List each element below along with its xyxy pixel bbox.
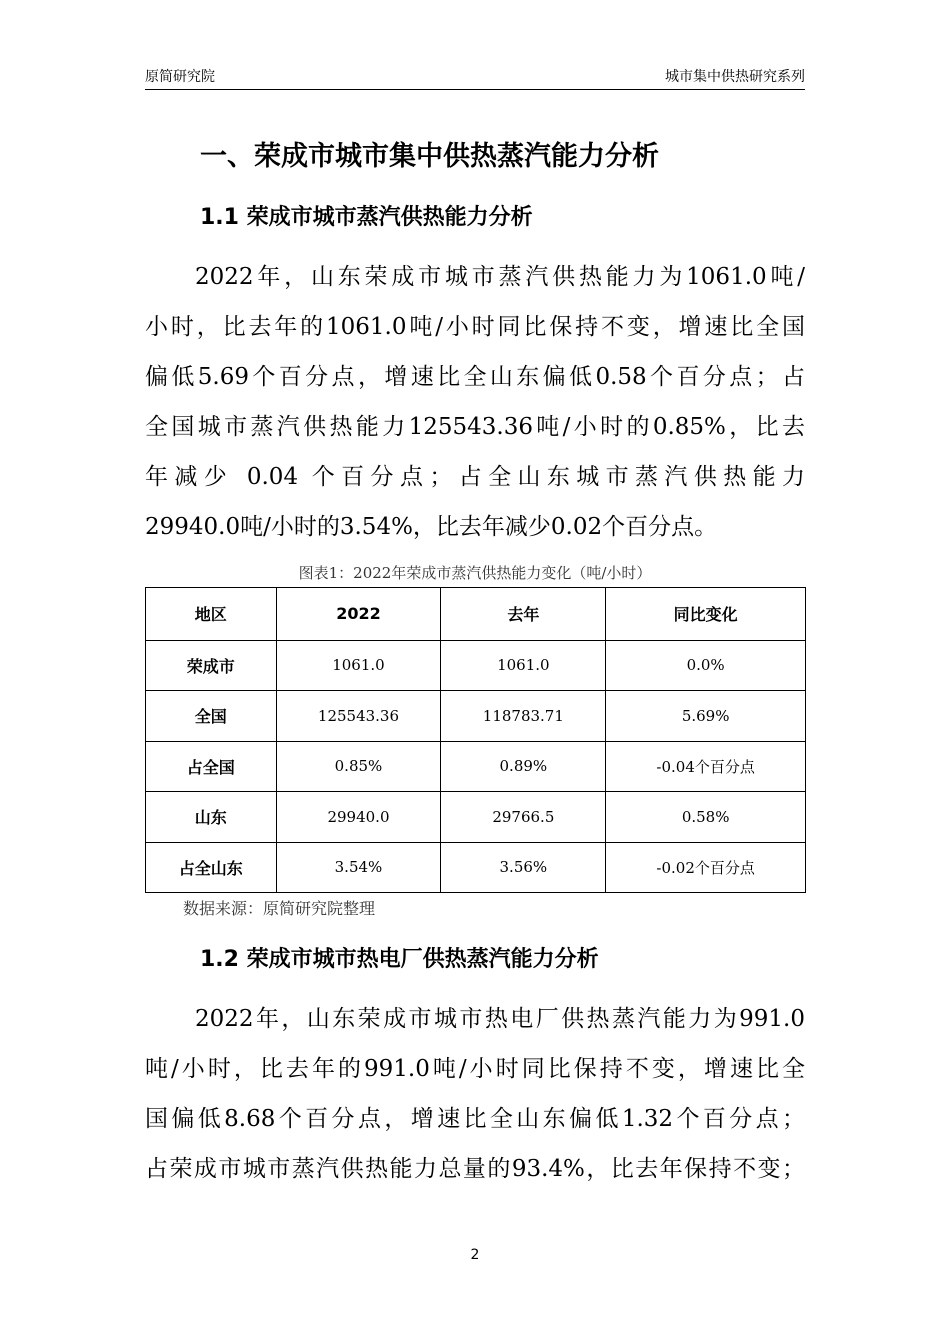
table-cell: 3.54% xyxy=(276,842,441,893)
text-line: 小时，比去年的1061.0吨/小时同比保持不变，增速比全国 xyxy=(145,314,805,340)
row-label: 全国 xyxy=(146,691,277,742)
section-heading-1: 1.1 荣成市城市蒸汽供热能力分析 xyxy=(200,205,533,230)
table-row xyxy=(146,691,806,742)
column-header: 同比变化 xyxy=(606,588,806,641)
table-row xyxy=(146,842,806,893)
row-label: 占全山东 xyxy=(146,842,277,893)
text-line: 偏低5.69个百分点，增速比全山东偏低0.58个百分点；占 xyxy=(145,364,805,390)
table-cell: -0.02个百分点 xyxy=(606,842,806,893)
page-number: 2 xyxy=(470,1247,480,1263)
text-line: 2022年，山东荣成市城市热电厂供热蒸汽能力为991.0 xyxy=(195,1006,805,1032)
data-table xyxy=(145,587,806,893)
table-header-row xyxy=(146,588,806,641)
column-header: 地区 xyxy=(146,588,277,641)
text-line: 29940.0吨/小时的3.54%，比去年减少0.02个百分点。 xyxy=(145,514,718,540)
row-label: 占全国 xyxy=(146,741,277,792)
table-cell: 0.0% xyxy=(606,640,806,691)
table-cell: 1061.0 xyxy=(441,640,606,691)
header-right: 城市集中供热研究系列 xyxy=(665,69,805,85)
header-left: 原简研究院 xyxy=(145,69,215,85)
table-cell: 125543.36 xyxy=(276,691,441,742)
table-cell: 5.69% xyxy=(606,691,806,742)
paragraph-1 xyxy=(145,252,805,552)
table-cell: 1061.0 xyxy=(276,640,441,691)
row-label: 荣成市 xyxy=(146,640,277,691)
text-line: 吨/小时，比去年的991.0吨/小时同比保持不变，增速比全 xyxy=(145,1056,805,1082)
section-heading-2: 1.2 荣成市城市热电厂供热蒸汽能力分析 xyxy=(200,947,599,972)
table-row xyxy=(146,640,806,691)
table-cell: 0.89% xyxy=(441,741,606,792)
table-cell: 3.56% xyxy=(441,842,606,893)
table-cell: -0.04个百分点 xyxy=(606,741,806,792)
table-source: 数据来源：原简研究院整理 xyxy=(183,899,376,918)
header-rule xyxy=(145,89,805,90)
text-line: 2022年，山东荣成市城市蒸汽供热能力为1061.0吨/ xyxy=(195,264,805,290)
table-caption: 图表1：2022年荣成市蒸汽供热能力变化（吨/小时） xyxy=(298,564,652,582)
text-line: 占荣成市城市蒸汽供热能力总量的93.4%，比去年保持不变； xyxy=(145,1156,805,1182)
table-cell: 118783.71 xyxy=(441,691,606,742)
table-cell: 0.85% xyxy=(276,741,441,792)
table-cell: 0.58% xyxy=(606,792,806,843)
table-row xyxy=(146,741,806,792)
text-line: 全国城市蒸汽供热能力125543.36吨/小时的0.85%，比去 xyxy=(145,414,805,440)
text-line: 年减少 0.04 个百分点；占全山东城市蒸汽供热能力 xyxy=(145,464,805,490)
row-label: 山东 xyxy=(146,792,277,843)
table-cell: 29766.5 xyxy=(441,792,606,843)
table-row xyxy=(146,792,806,843)
table-cell: 29940.0 xyxy=(276,792,441,843)
paragraph-2 xyxy=(145,994,805,1194)
column-header: 去年 xyxy=(441,588,606,641)
column-header: 2022 xyxy=(276,588,441,641)
chapter-title: 一、荣成市城市集中供热蒸汽能力分析 xyxy=(200,141,659,172)
text-line: 国偏低8.68个百分点，增速比全山东偏低1.32个百分点； xyxy=(145,1106,805,1132)
